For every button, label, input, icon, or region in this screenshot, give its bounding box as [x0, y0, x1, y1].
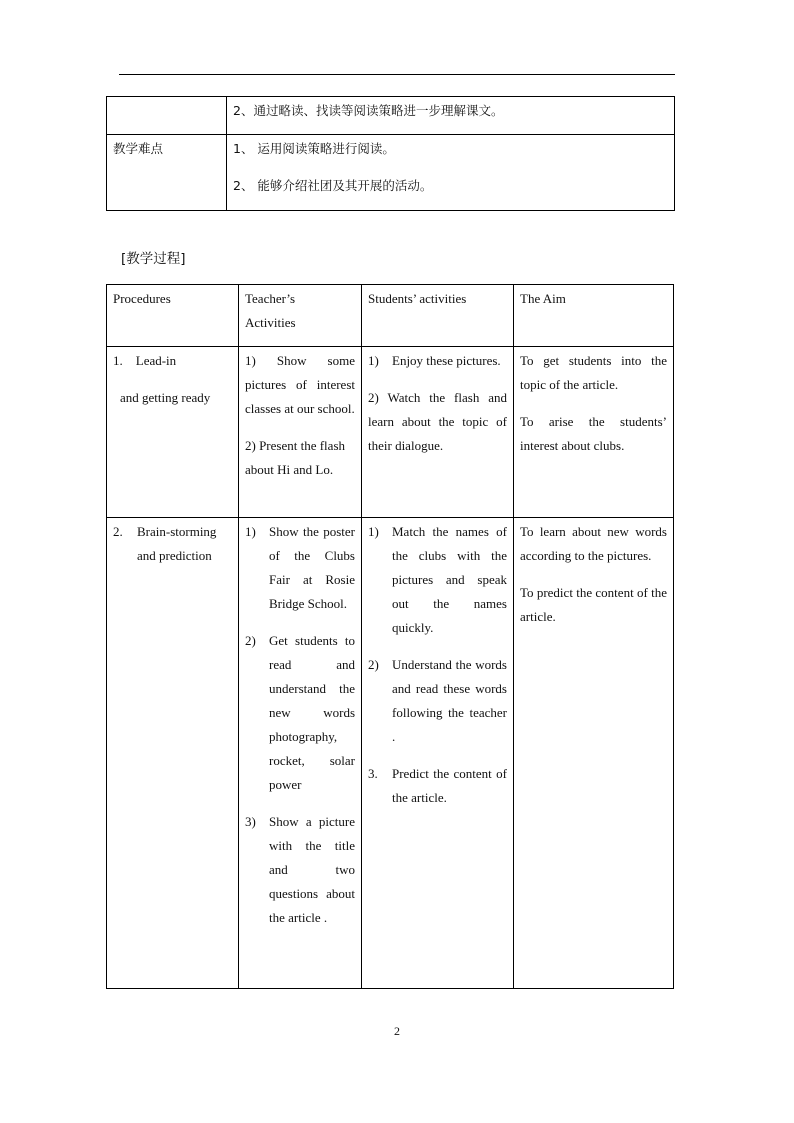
teacher-item-1-2: 2) Present the flash about Hi and Lo. — [245, 438, 346, 477]
aim-cell-1 — [514, 347, 674, 518]
teacher-item-2-3 — [245, 810, 355, 930]
students-item-1-2: 2) Watch the flash and learn about the topic of their dialogue. — [368, 390, 507, 453]
process-header-row — [107, 285, 674, 347]
students-cell-1 — [362, 347, 514, 518]
students-text-2-3: Predict the content of the article. — [392, 766, 507, 805]
goals-table — [106, 96, 675, 211]
teacher-num-2-2: 2) — [245, 633, 256, 648]
teacher-item-1-1: 1) Show some pictures of interest classes at our school. — [245, 353, 355, 416]
process-table — [106, 284, 674, 989]
aim-item-1-2: To arise the students’ interest about clubs. — [520, 414, 667, 453]
students-item-2-1 — [368, 520, 507, 640]
teacher-num-2-1: 1) — [245, 524, 256, 539]
teacher-text-2-1: Show the poster of the Clubs Fair at Rosie Bridge School. — [269, 524, 355, 611]
header-students-activities: Students’ activities — [362, 285, 514, 347]
students-num-2-3: 3. — [368, 766, 378, 781]
goals-row-1 — [107, 97, 675, 135]
students-text-1-1: Enjoy these pictures. — [392, 353, 501, 368]
teacher-num-2-3: 3) — [245, 814, 256, 829]
process-row-2 — [107, 518, 674, 989]
teacher-text-2-3: Show a picture with the title and two questions about the article . — [269, 814, 355, 925]
students-item-2-2 — [368, 653, 507, 749]
students-text-2-1: Match the names of the clubs with the pictures and speak out the names quickly. — [392, 524, 507, 635]
header-teacher-activities — [239, 285, 362, 347]
aim-cell-2 — [514, 518, 674, 989]
goals-item-2 — [227, 97, 675, 135]
procedure-sub-1: and getting ready — [120, 390, 211, 405]
header-procedures: Procedures — [107, 285, 239, 347]
header-rule — [119, 74, 675, 75]
students-item-1-1 — [368, 349, 507, 373]
procedure-cell-1 — [107, 347, 239, 518]
students-num-2-2: 2) — [368, 657, 379, 672]
teacher-text-2-2: Get students to read and understand the new words photography, rocket, solar power — [269, 633, 355, 792]
page-number: 2 — [394, 1024, 400, 1038]
procedure-name-1: Lead-in — [135, 353, 177, 368]
teacher-item-2-1 — [245, 520, 355, 616]
goals-row-2 — [107, 135, 675, 211]
difficulty-item-1: 1、 运用阅读策略进行阅读。 — [233, 141, 395, 156]
goals-text: 2、通过略读、找读等阅读策略进一步理解课文。 — [233, 103, 504, 118]
procedure-num-1: 1. — [113, 353, 123, 368]
header-aim: The Aim — [514, 285, 674, 347]
students-num-1-1: 1) — [368, 353, 379, 368]
goals-label-1 — [107, 97, 227, 135]
procedure-name-2: Brain-storming — [137, 524, 217, 539]
procedure-title-1 — [113, 349, 232, 373]
teacher-cell-1 — [239, 347, 362, 518]
procedure-title-2 — [113, 520, 232, 544]
difficulty-items — [227, 135, 675, 211]
aim-item-2-2: To predict the content of the article. — [520, 585, 667, 624]
procedure-cell-2 — [107, 518, 239, 989]
aim-item-2-1: To learn about new words according to the pictures. — [520, 524, 667, 563]
teacher-cell-2 — [239, 518, 362, 989]
students-item-2-3 — [368, 762, 507, 810]
aim-item-1-1: To get students into the topic of the article. — [520, 353, 667, 392]
procedure-num-2: 2. — [113, 524, 123, 539]
header-teacher-text: Teacher’s Activities — [245, 291, 296, 330]
students-text-2-2: Understand the words and read these words following the teacher . — [392, 657, 507, 744]
procedure-sub-2: and prediction — [137, 548, 212, 563]
difficulty-item-2: 2、 能够介绍社团及其开展的活动。 — [233, 178, 433, 193]
students-cell-2 — [362, 518, 514, 989]
students-num-2-1: 1) — [368, 524, 379, 539]
section-label: [教学过程] — [121, 251, 186, 267]
goals-label-2: 教学难点 — [107, 135, 227, 211]
process-row-1 — [107, 347, 674, 518]
teacher-item-2-2 — [245, 629, 355, 797]
